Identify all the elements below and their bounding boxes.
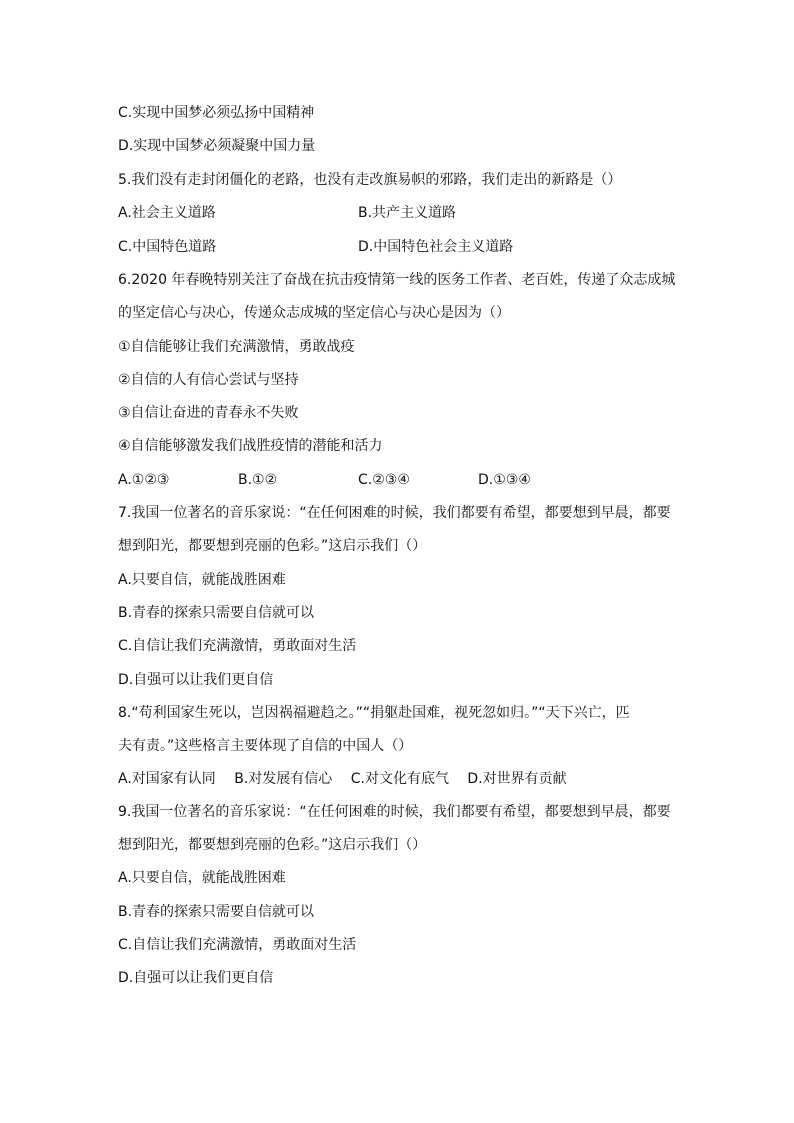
q6-statement-3: ③自信让奋进的青春永不失败 bbox=[118, 405, 299, 421]
q6-stem-line1: 6.2020 年春晚特别关注了奋战在抗击疫情第一线的医务工作者、老百姓，传递了众志成城 bbox=[118, 272, 676, 288]
q9-stem-line1: 9.我国一位著名的音乐家说：“在任何困难的时候，我们都要有希望，都要想到早晨，都要 bbox=[118, 804, 671, 820]
q9-stem-line2: 想到阳光，都要想到亮丽的色彩。”这启示我们（） bbox=[118, 837, 427, 853]
q8-stem-line2: 夫有责。”这些格言主要体现了自信的中国人（） bbox=[118, 738, 413, 754]
q9-option-b: B.青春的探索只需要自信就可以 bbox=[118, 904, 315, 920]
q8-options: A.对国家有认同 B.对发展有信心 C.对文化有底气 D.对世界有贡献 bbox=[118, 771, 567, 787]
q7-stem-line2: 想到阳光，都要想到亮丽的色彩。”这启示我们（） bbox=[118, 538, 427, 554]
q6-statement-4: ④自信能够激发我们战胜疫情的潜能和活力 bbox=[118, 438, 383, 454]
q7-option-d: D.自强可以让我们更自信 bbox=[118, 672, 274, 688]
q5-option-c: C.中国特色道路 bbox=[118, 239, 217, 255]
q8-stem-line1: 8.“苟利国家生死以，岂因祸福避趋之。”“捐躯赴国难，视死忽如归。”“天下兴亡，匹 bbox=[118, 705, 630, 721]
q4-option-d: D.实现中国梦必须凝聚中国力量 bbox=[118, 138, 316, 154]
q7-stem-line1: 7.我国一位著名的音乐家说：“在任何困难的时候，我们都要有希望，都要想到早晨，都要 bbox=[118, 505, 671, 521]
q7-option-c: C.自信让我们充满激情，勇敢面对生活 bbox=[118, 638, 357, 654]
q9-option-d: D.自强可以让我们更自信 bbox=[118, 970, 274, 986]
q5-stem: 5.我们没有走封闭僵化的老路，也没有走改旗易帜的邪路，我们走出的新路是（） bbox=[118, 172, 622, 188]
q7-option-b: B.青春的探索只需要自信就可以 bbox=[118, 605, 315, 621]
q9-option-c: C.自信让我们充满激情，勇敢面对生活 bbox=[118, 937, 357, 953]
q6-statement-2: ②自信的人有信心尝试与坚持 bbox=[118, 372, 299, 388]
q6-stem-line2: 的坚定信心与决心，传递众志成城的坚定信心与决心是因为（） bbox=[118, 305, 510, 321]
q6-statement-1: ①自信能够让我们充满激情，勇敢战疫 bbox=[118, 339, 355, 355]
q4-option-c: C.实现中国梦必须弘扬中国精神 bbox=[118, 105, 315, 121]
q5-option-d: D.中国特色社会主义道路 bbox=[358, 239, 514, 255]
q5-option-a: A.社会主义道路 bbox=[118, 205, 216, 221]
q6-option-d: D.①③④ bbox=[478, 472, 531, 488]
q6-option-c: C.②③④ bbox=[358, 472, 410, 488]
q9-option-a: A.只要自信，就能战胜困难 bbox=[118, 870, 286, 886]
q7-option-a: A.只要自信，就能战胜困难 bbox=[118, 572, 286, 588]
q6-option-b: B.①② bbox=[238, 472, 278, 488]
q6-option-a: A.①②③ bbox=[118, 472, 170, 488]
q5-option-b: B.共产主义道路 bbox=[358, 205, 457, 221]
